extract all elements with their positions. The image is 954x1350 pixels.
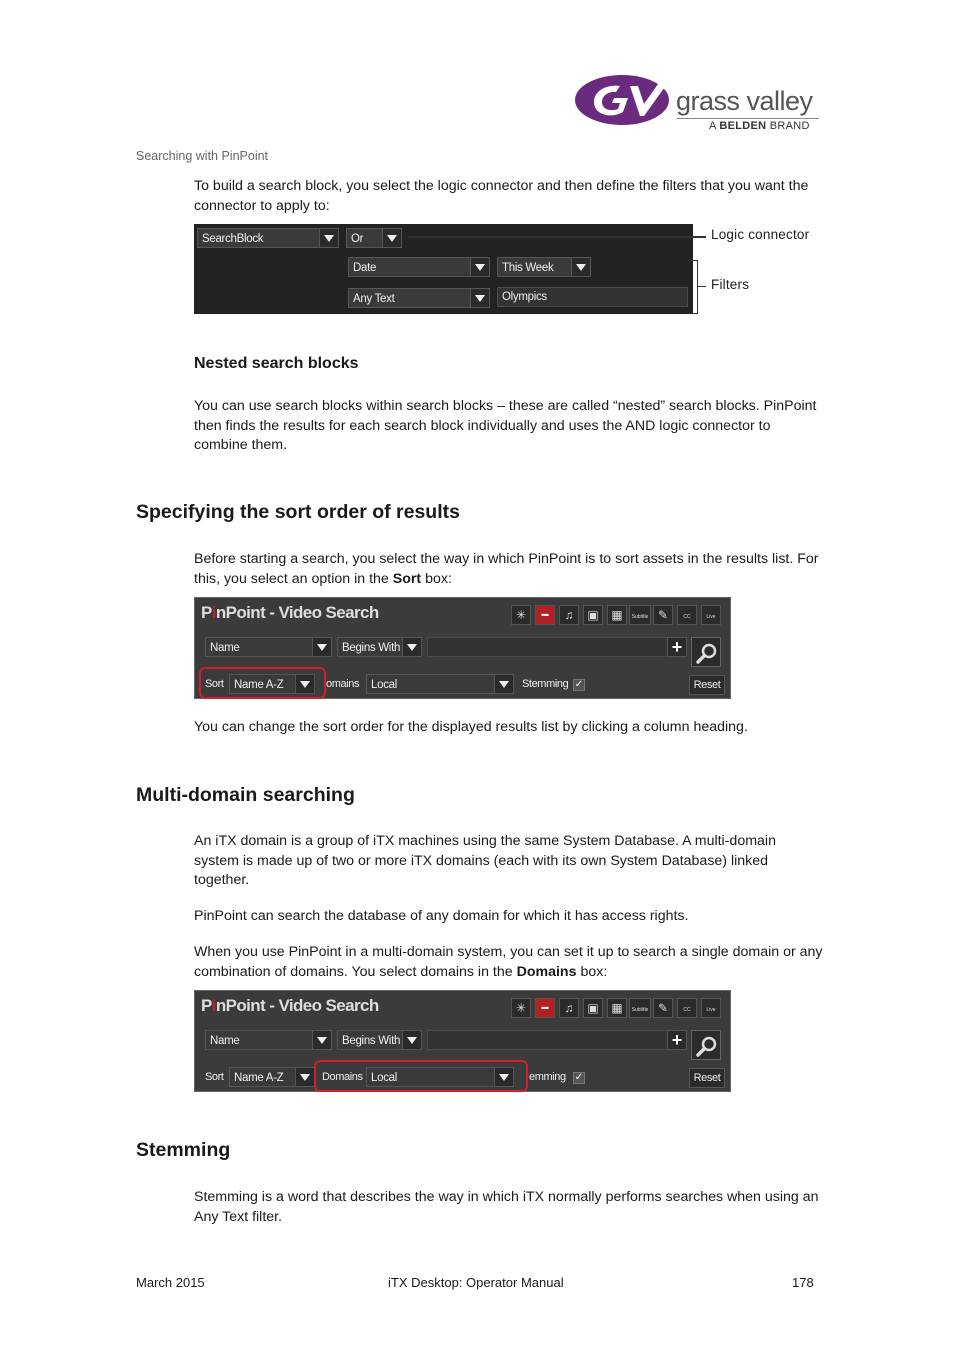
logic-connector-annotation: Logic connector (711, 227, 810, 242)
stemming-checkbox[interactable]: ✓ (574, 1072, 584, 1083)
filter2-value-input[interactable]: Olympics (497, 287, 688, 307)
stemming-heading: Stemming (136, 1139, 231, 1161)
footer-title: iTX Desktop: Operator Manual (388, 1275, 564, 1290)
panel-title: PinPoint - Video Search (201, 603, 379, 622)
panel-title: PinPoint - Video Search (201, 996, 379, 1015)
stemming-paragraph: Stemming is a word that describes the way in which iTX normally performs searches when using an Any Text filter. (194, 1189, 819, 1225)
domains-label: Domains (322, 1071, 363, 1083)
logic-connector-leader-line (408, 236, 706, 238)
video-icon[interactable]: ▬ (535, 998, 555, 1018)
stemming-checkbox[interactable]: ✓ (574, 679, 584, 690)
audio-icon[interactable]: ♫ (559, 605, 579, 625)
multi-domain-paragraph-3: When you use PinPoint in a multi-domain system, you can set it up to search a single domain or any combination of domains. You select domains in the Domains box: (194, 944, 823, 980)
domains-select[interactable]: Local (366, 674, 514, 694)
logo-tagline: A BELDEN BRAND (709, 120, 810, 132)
searchblock-select[interactable]: SearchBlock (197, 228, 339, 248)
subtitle-icon[interactable]: Subtitle (629, 605, 651, 625)
video-search-panel-domains (194, 990, 731, 1092)
footer-page-number: 178 (792, 1275, 814, 1290)
logic-connector-select[interactable]: Or (346, 228, 402, 248)
search-text-input[interactable] (427, 637, 687, 657)
search-button[interactable] (691, 1030, 721, 1060)
nested-paragraph: You can use search blocks within search blocks – these are called “nested” search blocks. PinPoint then finds the results for each search block individually and uses the AND logic connector to combine them. (194, 398, 817, 454)
graphics-icon[interactable]: ✎ (653, 605, 673, 625)
filters-bracket-tick (698, 286, 706, 287)
sort-order-heading: Specifying the sort order of results (136, 501, 460, 523)
running-header: Searching with PinPoint (136, 149, 269, 163)
filter1-field-select[interactable]: Date (348, 257, 490, 277)
sort-select[interactable]: Name A-Z (229, 1067, 315, 1087)
add-filter-button[interactable]: + (667, 637, 687, 657)
sort-after-paragraph: You can change the sort order for the displayed results list by clicking a column heading. (194, 719, 748, 735)
search-icon (695, 1034, 719, 1058)
footer-date: March 2015 (136, 1275, 205, 1290)
image-icon[interactable]: ▣ (583, 605, 603, 625)
sort-select[interactable]: Name A-Z (229, 674, 315, 694)
domains-select[interactable]: Local (366, 1067, 514, 1087)
audio-icon[interactable]: ♫ (559, 998, 579, 1018)
search-text-input[interactable] (427, 1030, 687, 1050)
filters-annotation: Filters (711, 277, 750, 292)
stemming-label: emming (529, 1071, 566, 1083)
chevron-down-icon (470, 289, 489, 307)
chevron-down-icon (402, 1031, 421, 1049)
image-icon[interactable]: ▣ (583, 998, 603, 1018)
filter1-value-select[interactable]: This Week (497, 257, 591, 277)
intro-paragraph: To build a search block, you select the logic connector and then define the filters that you want the connector to apply to: (194, 178, 809, 214)
cc-icon[interactable]: CC (677, 998, 697, 1018)
multi-domain-paragraph-2: PinPoint can search the database of any domain for which it has access rights. (194, 908, 689, 924)
domains-highlight (314, 1060, 528, 1092)
live-icon[interactable]: Live (701, 605, 721, 625)
chevron-down-icon (494, 675, 513, 693)
chevron-down-icon (312, 1031, 331, 1049)
search-button[interactable] (691, 637, 721, 667)
subtitle-icon[interactable]: Subtitle (629, 998, 651, 1018)
chevron-down-icon (402, 638, 421, 656)
sort-label: Sort (205, 1071, 224, 1083)
chevron-down-icon (470, 258, 489, 276)
sort-order-paragraph: Before starting a search, you select the way in which PinPoint is to sort assets in the results list. For this, you select an option in the Sort box: (194, 551, 819, 587)
all-media-icon[interactable]: ✳ (511, 998, 531, 1018)
sort-label: Sort (205, 678, 224, 690)
chevron-down-icon (382, 229, 401, 247)
logo-rule (677, 118, 819, 119)
logo-wordmark: grass valley (676, 86, 813, 116)
grid-icon[interactable]: ▦ (607, 998, 627, 1018)
chevron-down-icon (571, 258, 590, 276)
nested-heading: Nested search blocks (194, 355, 359, 372)
gv-logo-mark-icon (574, 72, 678, 128)
chevron-down-icon (295, 1068, 314, 1086)
field-select[interactable]: Name (205, 1030, 332, 1050)
operator-select[interactable]: Begins With (337, 637, 422, 657)
video-search-panel-sort (194, 597, 731, 699)
grass-valley-logo (574, 72, 820, 134)
live-icon[interactable]: Live (701, 998, 721, 1018)
all-media-icon[interactable]: ✳ (511, 605, 531, 625)
cc-icon[interactable]: CC (677, 605, 697, 625)
grid-icon[interactable]: ▦ (607, 605, 627, 625)
chevron-down-icon (319, 229, 338, 247)
filter2-field-select[interactable]: Any Text (348, 288, 490, 308)
search-icon (695, 641, 719, 665)
multi-domain-heading: Multi-domain searching (136, 784, 355, 806)
domains-label: omains (326, 678, 360, 690)
stemming-label: Stemming (522, 678, 569, 690)
reset-button[interactable]: Reset (689, 1068, 725, 1088)
reset-button[interactable]: Reset (689, 675, 725, 695)
multi-domain-paragraph-1: An iTX domain is a group of iTX machines using the same System Database. A multi-domain system is made up of two or more iTX domains (each with its own System Database) linked together. (194, 833, 776, 889)
sort-highlight (199, 667, 326, 699)
chevron-down-icon (312, 638, 331, 656)
filters-bracket (689, 260, 698, 314)
video-icon[interactable]: ▬ (535, 605, 555, 625)
graphics-icon[interactable]: ✎ (653, 998, 673, 1018)
operator-select[interactable]: Begins With (337, 1030, 422, 1050)
add-filter-button[interactable]: + (667, 1030, 687, 1050)
field-select[interactable]: Name (205, 637, 332, 657)
